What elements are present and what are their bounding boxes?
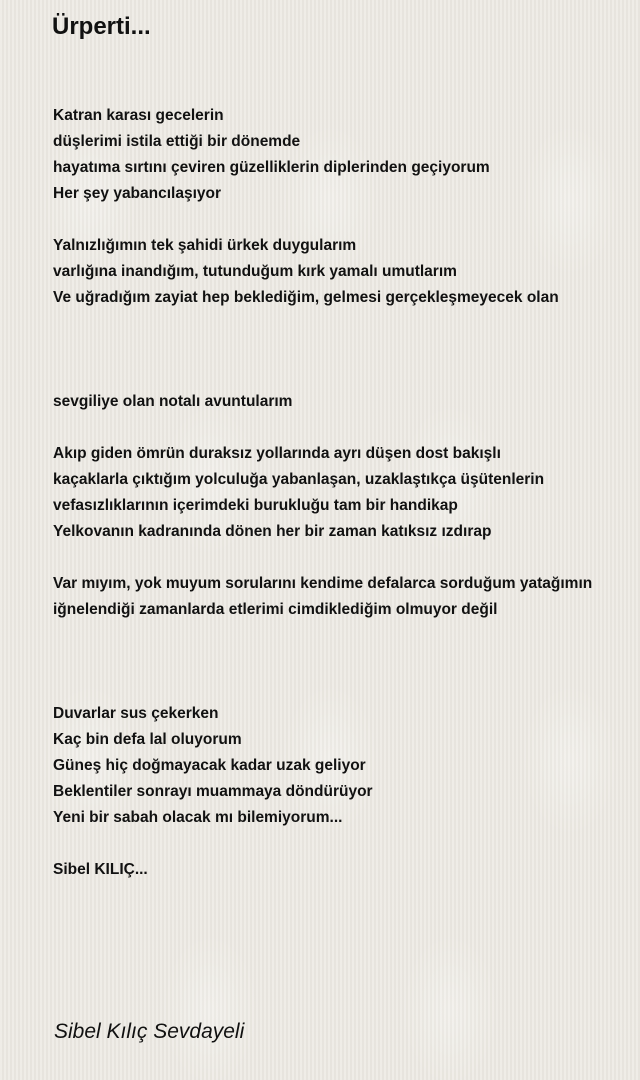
poem-line: iğnelendiği zamanlarda etlerimi cimdiklediğim olmuyor değil	[53, 601, 498, 618]
poem-line: Yelkovanın kadranında dönen her bir zaman katıksız ızdırap	[53, 523, 492, 540]
stanza-gap	[53, 415, 638, 441]
poem-line: Akıp giden ömrün duraksız yollarında ayrı düşen dost bakışlı	[53, 445, 501, 462]
poem-body	[53, 103, 638, 883]
poem-line: Yalnızlığımın tek şahidi ürkek duygularım	[53, 237, 357, 254]
poem-line: Duvarlar sus çekerken	[53, 705, 219, 722]
poem-line: düşlerimi istila ettiği bir dönemde	[53, 133, 301, 150]
stanza-gap	[53, 623, 638, 701]
poem-line: Ve uğradığım zayiat hep beklediğim, gelmesi gerçekleşmeyecek olan	[53, 289, 559, 306]
poem-line: vefasızlıklarının içerimdeki burukluğu tam bir handikap	[53, 497, 458, 514]
poem-line: Var mıyım, yok muyum sorularını kendime defalarca sorduğum yatağımın	[53, 575, 593, 592]
poem-line: Kaç bin defa lal oluyorum	[53, 731, 242, 748]
poem-line: Her şey yabancılaşıyor	[53, 185, 222, 202]
poem-line: Güneş hiç doğmayacak kadar uzak geliyor	[53, 757, 366, 774]
author-signature: Sibel Kılıç Sevdayeli	[54, 1020, 245, 1043]
poem-line: Beklentiler sonrayı muammaya döndürüyor	[53, 783, 373, 800]
stanza-gap	[53, 831, 638, 857]
stanza-gap	[53, 207, 638, 233]
stanza-gap	[53, 311, 638, 389]
poem-line: varlığına inandığım, tutunduğum kırk yamalı umutlarım	[53, 263, 457, 280]
poem-author-line: Sibel KILIÇ...	[53, 861, 148, 878]
poem-title: Ürperti...	[52, 13, 151, 40]
poem-line: hayatıma sırtını çeviren güzelliklerin diplerinden geçiyorum	[53, 159, 490, 176]
poem-line: sevgiliye olan notalı avuntularım	[53, 393, 293, 410]
poem-line: Yeni bir sabah olacak mı bilemiyorum...	[53, 809, 343, 826]
poem-line: kaçaklarla çıktığım yolculuğa yabanlaşan, uzaklaştıkça üşütenlerin	[53, 471, 545, 488]
stanza-gap	[53, 545, 638, 571]
poem-line: Katran karası gecelerin	[53, 107, 224, 124]
